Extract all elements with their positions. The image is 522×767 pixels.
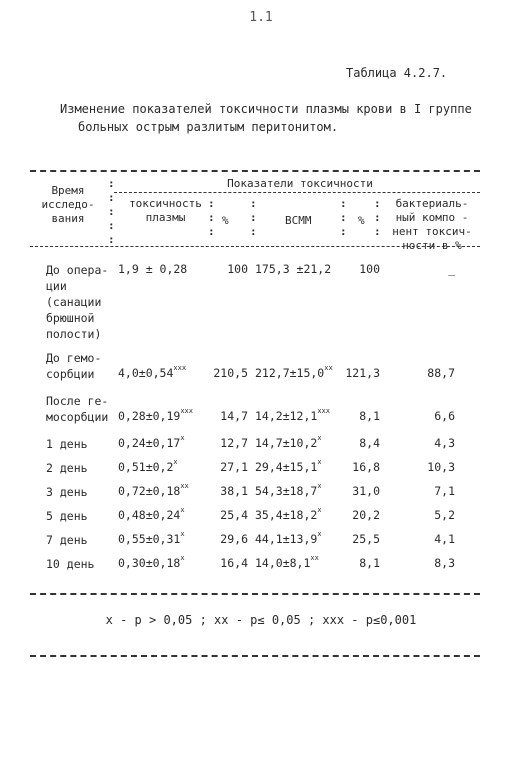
row-time	[46, 393, 108, 425]
toxicity-cell	[118, 409, 193, 423]
msm-cell	[255, 556, 319, 570]
toxicity-cell	[118, 556, 185, 570]
msm-cell-significance: xxx	[317, 407, 330, 415]
header-toxicity-line: плазмы	[145, 211, 186, 224]
row-time	[46, 484, 88, 500]
msm-cell-significance: xx	[310, 554, 319, 562]
toxicity-percent-cell: 27,1	[220, 460, 248, 474]
toxicity-cell-value: 0,24±0,17	[118, 436, 181, 450]
msm-cell	[255, 508, 322, 522]
msm-cell-significance: x	[317, 458, 322, 466]
table-caption	[60, 100, 500, 136]
row-time	[46, 508, 88, 524]
header-bacterial-line: нент токсич-	[392, 225, 472, 238]
row-time-line: (санации	[46, 295, 102, 309]
toxicity-cell-significance: xxx	[180, 407, 193, 415]
bacterial-cell: 5,2	[434, 508, 455, 522]
footnote: x - p > 0,05 ; xx - p≤ 0,05 ; xxx - p≤0,001	[105, 613, 417, 627]
header-toxicity-line: токсичность	[129, 197, 202, 210]
row-time-line: 2 день	[46, 461, 88, 475]
toxicity-cell	[118, 484, 189, 498]
toxicity-percent-cell: 12,7	[220, 436, 248, 450]
msm-percent-cell: 16,8	[352, 460, 380, 474]
toxicity-cell-value: 0,28±0,19	[118, 409, 181, 423]
msm-cell-significance: x	[317, 434, 322, 442]
toxicity-cell-value: 0,51±0,2	[118, 460, 174, 474]
header-separator: : : :	[250, 197, 257, 238]
header-group: Показатели токсичности	[227, 177, 373, 190]
msm-percent-cell: 8,1	[359, 556, 380, 570]
msm-cell	[255, 409, 330, 423]
header-bottom-rule	[30, 246, 480, 247]
msm-cell	[255, 436, 322, 450]
row-time-line: ции	[46, 279, 67, 293]
msm-percent-cell: 31,0	[352, 484, 380, 498]
msm-cell	[255, 484, 322, 498]
caption-line-1: Изменение показателей токсичности плазмы крови в I группе	[60, 102, 472, 116]
toxicity-percent-cell: 38,1	[220, 484, 248, 498]
row-time-line: До гемо-	[46, 351, 102, 365]
toxicity-cell-value: 4,0±0,54	[118, 366, 174, 380]
msm-cell	[255, 532, 322, 546]
page-number: 1.1	[249, 10, 273, 25]
row-time-line: 5 день	[46, 509, 88, 523]
msm-cell-significance: x	[317, 482, 322, 490]
toxicity-cell	[118, 262, 187, 276]
msm-cell-significance: x	[317, 530, 322, 538]
row-time-line: 3 день	[46, 485, 88, 499]
msm-cell-value: 54,3±18,7	[255, 484, 318, 498]
row-time-line: мосорбции	[46, 410, 109, 424]
bacterial-cell: 10,3	[427, 460, 455, 474]
bacterial-cell: 4,3	[434, 436, 455, 450]
row-time-line: 7 день	[46, 533, 88, 547]
msm-cell	[255, 262, 331, 276]
msm-cell-value: 14,2±12,1	[255, 409, 318, 423]
header-toxicity	[118, 197, 213, 225]
toxicity-percent-cell: 16,4	[220, 556, 248, 570]
row-time-line: брюшной	[46, 311, 95, 325]
header-time	[38, 184, 98, 226]
msm-cell	[255, 460, 322, 474]
row-time-line: До опера-	[46, 263, 109, 277]
header-bacterial	[382, 197, 482, 253]
caption-line-2: больных острым разлитым перитонитом.	[78, 120, 339, 134]
row-time	[46, 436, 88, 452]
toxicity-cell	[118, 532, 185, 546]
toxicity-percent-cell: 100	[227, 262, 248, 276]
row-time	[46, 350, 101, 382]
toxicity-percent-cell: 14,7	[220, 409, 248, 423]
footnote-rule	[30, 655, 480, 657]
msm-percent-cell: 8,1	[359, 409, 380, 423]
msm-cell-significance: xx	[324, 364, 333, 372]
header-time-line: исследо-	[41, 198, 95, 211]
toxicity-cell-significance: xxx	[173, 364, 187, 372]
toxicity-cell-value: 0,30±0,18	[118, 556, 181, 570]
msm-cell-value: 44,1±13,9	[255, 532, 318, 546]
toxicity-cell	[118, 436, 185, 450]
row-time	[46, 532, 88, 548]
msm-cell-value: 175,3 ±21,2	[255, 262, 332, 276]
toxicity-cell-significance: x	[180, 554, 185, 562]
row-time-line: 10 день	[46, 557, 95, 571]
msm-cell-value: 14,7±10,2	[255, 436, 318, 450]
toxicity-cell-significance: x	[180, 530, 185, 538]
bacterial-cell: _	[448, 262, 455, 276]
table-top-rule	[30, 170, 480, 172]
bacterial-cell: 8,3	[434, 556, 455, 570]
toxicity-cell	[118, 460, 178, 474]
header-pct1: %	[222, 214, 229, 227]
header-group-rule	[114, 192, 480, 193]
msm-percent-cell: 100	[359, 262, 380, 276]
toxicity-cell-value: 1,9 ± 0,28	[118, 262, 188, 276]
toxicity-cell	[118, 508, 185, 522]
table-bottom-rule	[30, 593, 480, 595]
toxicity-cell-significance: x	[180, 434, 185, 442]
bacterial-cell: 4,1	[434, 532, 455, 546]
msm-cell	[255, 366, 333, 380]
row-time	[46, 460, 88, 476]
msm-percent-cell: 121,3	[345, 366, 380, 380]
msm-cell-value: 212,7±15,0	[255, 366, 325, 380]
header-pct2: %	[358, 214, 365, 227]
bacterial-cell: 7,1	[434, 484, 455, 498]
header-separator: : : : : :	[108, 177, 115, 246]
toxicity-cell-value: 0,55±0,31	[118, 532, 181, 546]
toxicity-cell-value: 0,72±0,18	[118, 484, 181, 498]
row-time-line: полости)	[46, 327, 102, 341]
toxicity-cell-significance: xx	[180, 482, 189, 490]
msm-percent-cell: 20,2	[352, 508, 380, 522]
toxicity-cell-value: 0,48±0,24	[118, 508, 181, 522]
toxicity-cell-significance: x	[180, 506, 185, 514]
bacterial-cell: 6,6	[434, 409, 455, 423]
header-time-line: вания	[51, 212, 85, 225]
header-bacterial-line: ности в %	[402, 239, 462, 252]
msm-cell-value: 14,0±8,1	[255, 556, 311, 570]
msm-cell-value: 29,4±15,1	[255, 460, 318, 474]
toxicity-percent-cell: 210,5	[213, 366, 248, 380]
toxicity-cell	[118, 366, 186, 380]
bacterial-cell: 88,7	[427, 366, 455, 380]
msm-cell-value: 35,4±18,2	[255, 508, 318, 522]
row-time	[46, 556, 94, 572]
toxicity-percent-cell: 29,6	[220, 532, 248, 546]
toxicity-percent-cell: 25,4	[220, 508, 248, 522]
table-label: Таблица 4.2.7.	[346, 66, 448, 80]
header-separator: : : :	[374, 197, 381, 238]
header-msm: ВСММ	[285, 214, 312, 227]
toxicity-cell-significance: x	[173, 458, 178, 466]
msm-percent-cell: 8,4	[359, 436, 380, 450]
row-time-line: сорбции	[46, 367, 95, 381]
header-separator: : : :	[208, 197, 215, 238]
header-time-line: Время	[51, 184, 85, 197]
header-bacterial-line: бактериаль-	[395, 197, 469, 210]
msm-percent-cell: 25,5	[352, 532, 380, 546]
row-time-line: 1 день	[46, 437, 88, 451]
msm-cell-significance: x	[317, 506, 322, 514]
header-bacterial-line: ный компо -	[395, 211, 469, 224]
header-separator: : : :	[340, 197, 347, 238]
row-time-line: После ге-	[46, 394, 109, 408]
row-time	[46, 262, 108, 342]
